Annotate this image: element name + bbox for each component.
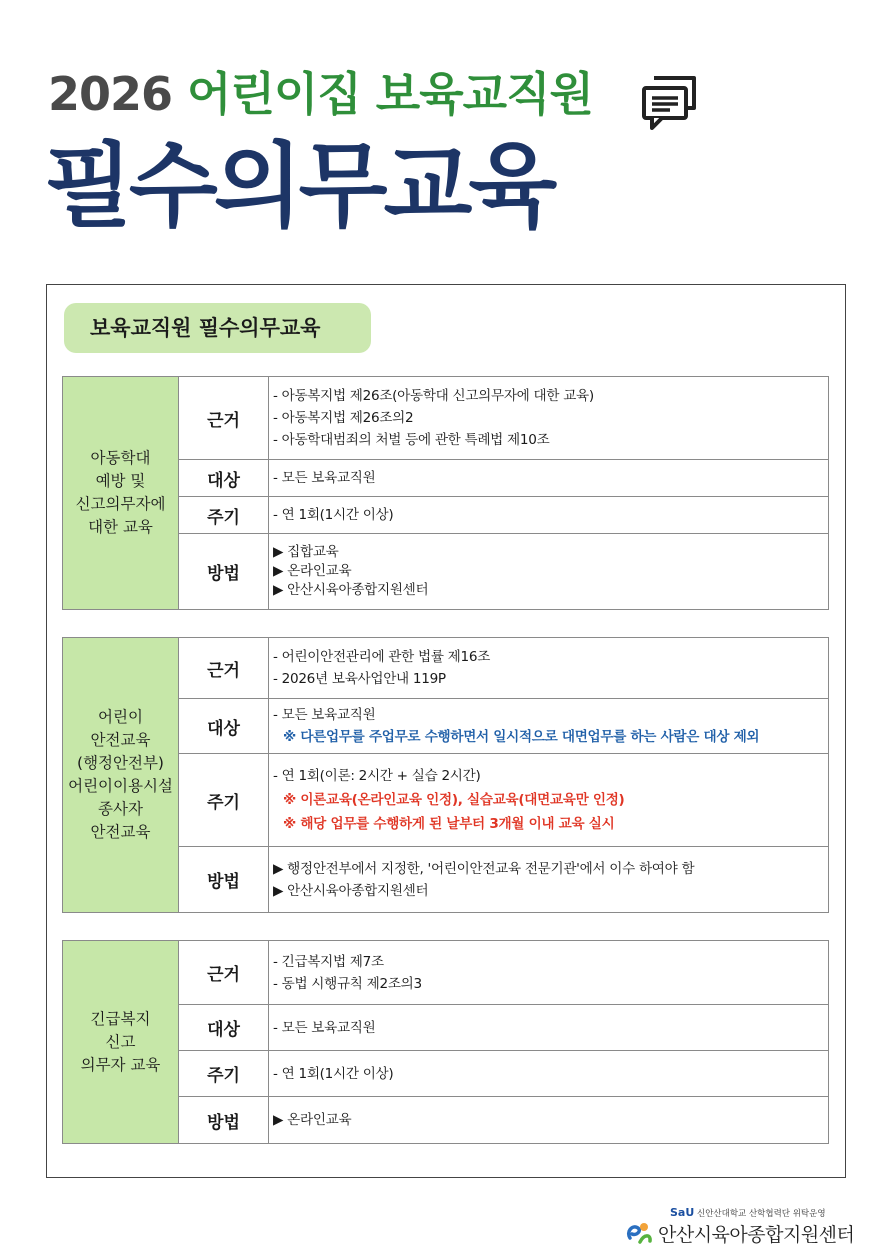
row-label: 주기	[179, 497, 269, 534]
header-subtitle-line	[48, 66, 593, 122]
row-content: - 아동복지법 제26조(아동학대 신고의무자에 대한 교육) - 아동복지법 제26조의2 - 아동학대범죄의 처벌 등에 관한 특례법 제10조	[269, 377, 829, 460]
page-title: 필수의무교육	[44, 133, 554, 240]
note-red: ※ 해당 업무를 수행하게 된 날부터 3개월 이내 교육 실시	[283, 816, 615, 832]
footer-operator	[670, 1206, 826, 1219]
row-content: - 모든 보육교직원 ※ 다른업무를 주업무로 수행하면서 일시적으로 대면업무를 하는 사람은 대상 제외	[269, 699, 829, 754]
row-content: - 모든 보육교직원	[269, 460, 829, 497]
row-label: 방법	[179, 534, 269, 610]
row-label: 근거	[179, 941, 269, 1005]
chat-bubble-icon	[640, 74, 698, 130]
category-cell: 어린이 안전교육 (행정안전부) 어린이이용시설 종사자 안전교육	[63, 638, 179, 913]
row-label: 근거	[179, 377, 269, 460]
row-content: - 긴급복지법 제7조 - 동법 시행규칙 제2조의3	[269, 941, 829, 1005]
sau-logo-text: SaU	[670, 1206, 695, 1219]
section-table-emergency-welfare	[62, 940, 829, 1144]
row-label: 방법	[179, 1097, 269, 1144]
row-content: ▶ 온라인교육	[269, 1097, 829, 1144]
section-table-child-abuse	[62, 376, 829, 610]
center-name: 안산시육아종합지원센터	[658, 1224, 855, 1246]
note-blue: ※ 다른업무를 주업무로 수행하면서 일시적으로 대면업무를 하는 사람은 대상 제외	[283, 729, 760, 745]
row-label: 방법	[179, 847, 269, 913]
row-content: - 연 1회(1시간 이상)	[269, 1051, 829, 1097]
row-content: - 연 1회(1시간 이상)	[269, 497, 829, 534]
section-label: 보육교직원 필수의무교육	[64, 303, 371, 353]
category-cell: 긴급복지 신고 의무자 교육	[63, 941, 179, 1144]
header-year: 2026	[48, 67, 173, 121]
center-logo-icon	[624, 1218, 654, 1248]
row-label: 대상	[179, 1005, 269, 1051]
row-content: ▶ 행정안전부에서 지정한, '어린이안전교육 전문기관'에서 이수 하여야 함 ▶ 안산시육아종합지원센터	[269, 847, 829, 913]
note-red: ※ 이론교육(온라인교육 인정), 실습교육(대면교육만 인정)	[283, 792, 625, 808]
row-content: - 모든 보육교직원	[269, 1005, 829, 1051]
row-content: - 연 1회(이론: 2시간 + 실습 2시간) ※ 이론교육(온라인교육 인정), 실습교육(대면교육만 인정) ※ 해당 업무를 수행하게 된 날부터 3개월 이내 교육 실시	[269, 754, 829, 847]
section-table-child-safety	[62, 637, 829, 913]
row-label: 대상	[179, 699, 269, 754]
row-content: ▶ 집합교육 ▶ 온라인교육 ▶ 안산시육아종합지원센터	[269, 534, 829, 610]
operator-text: 신안산대학교 산학협력단 위탁운영	[696, 1209, 826, 1219]
header-subtitle: 어린이집 보육교직원	[187, 67, 593, 121]
row-label: 대상	[179, 460, 269, 497]
category-cell: 아동학대 예방 및 신고의무자에 대한 교육	[63, 377, 179, 610]
row-label: 주기	[179, 1051, 269, 1097]
row-content: - 어린이안전관리에 관한 법률 제16조 - 2026년 보육사업안내 119P	[269, 638, 829, 699]
row-label: 근거	[179, 638, 269, 699]
row-label: 주기	[179, 754, 269, 847]
